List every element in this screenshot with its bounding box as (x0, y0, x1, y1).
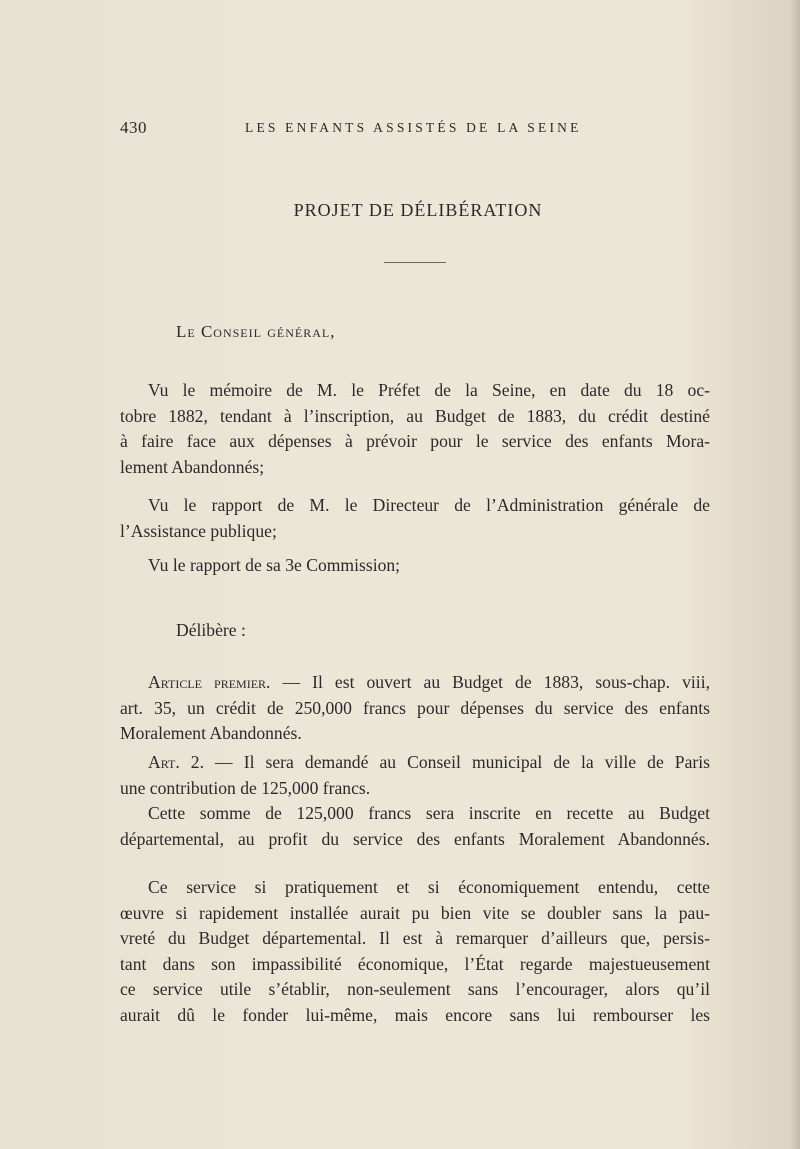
running-title: LES ENFANTS ASSISTÉS DE LA SEINE (245, 120, 582, 135)
text-line: vreté du Budget départemental. Il est à remarquer d’ailleurs que, persis- (120, 928, 710, 948)
text-line (120, 670, 710, 696)
text-line: aurait dû le fonder lui-même, mais encore sans lui rembourser les (120, 1004, 710, 1025)
text-line: une contribution de 125,000 francs. (120, 777, 371, 798)
text-line: à faire face aux dépenses à prévoir pour le service des enfants Mora- (120, 431, 710, 451)
page-edge-shadow (790, 0, 800, 1149)
text-line: œuvre si rapidement installée aurait pu bien vite se doubler sans la pau- (120, 902, 710, 923)
consideration-paragraph (120, 493, 710, 544)
article-paragraph (120, 670, 710, 747)
heading-rule (384, 262, 446, 263)
deliberation-word: Délibère : (176, 620, 246, 640)
council-salutation: Le Conseil général, (176, 322, 336, 341)
text-line: départemental, au profit du service des enfants Moralement Abandonnés. (120, 828, 710, 849)
text-line (120, 750, 710, 776)
section-heading: PROJET DE DÉLIBÉRATION (293, 200, 543, 220)
page-number: 430 (120, 118, 147, 137)
text-line: tant dans son impassibilité économique, l’État regarde majestueusement (120, 953, 710, 974)
consideration-paragraph (120, 378, 710, 480)
consideration-paragraph (120, 553, 710, 579)
text-line: Ce service si pratiquement et si économiquement entendu, cette (148, 877, 710, 897)
text-line: lement Abandonnés; (120, 456, 265, 477)
article-label: Article premier. (148, 672, 271, 692)
text-line: Cette somme de 125,000 francs sera inscrite en recette au Budget (148, 803, 710, 823)
text-line: tobre 1882, tendant à l’inscription, au Budget de 1883, du crédit destiné (120, 405, 710, 426)
text-line: Vu le mémoire de M. le Préfet de la Seine, en date du 18 oc- (148, 380, 710, 400)
article-text: — Il sera demandé au Conseil municipal de la ville de Paris (203, 752, 710, 772)
article-label: Art. 2. (148, 752, 204, 772)
commentary-paragraph (120, 875, 710, 1028)
text-line: ce service utile s’établir, non-seulement sans l’encourager, alors qu’il (120, 979, 710, 999)
article-paragraph (120, 750, 710, 852)
text-line: l’Assistance publique; (120, 520, 277, 541)
article-text: — Il est ouvert au Budget de 1883, sous-chap. viii, (270, 672, 710, 692)
text-line: art. 35, un crédit de 250,000 francs pour dépenses du service des enfants (120, 697, 710, 718)
text-line: Vu le rapport de sa 3e Commission; (148, 555, 401, 575)
text-line: Vu le rapport de M. le Directeur de l’Administration générale de (148, 495, 710, 515)
running-header (120, 118, 710, 138)
text-line: Moralement Abandonnés. (120, 723, 302, 743)
